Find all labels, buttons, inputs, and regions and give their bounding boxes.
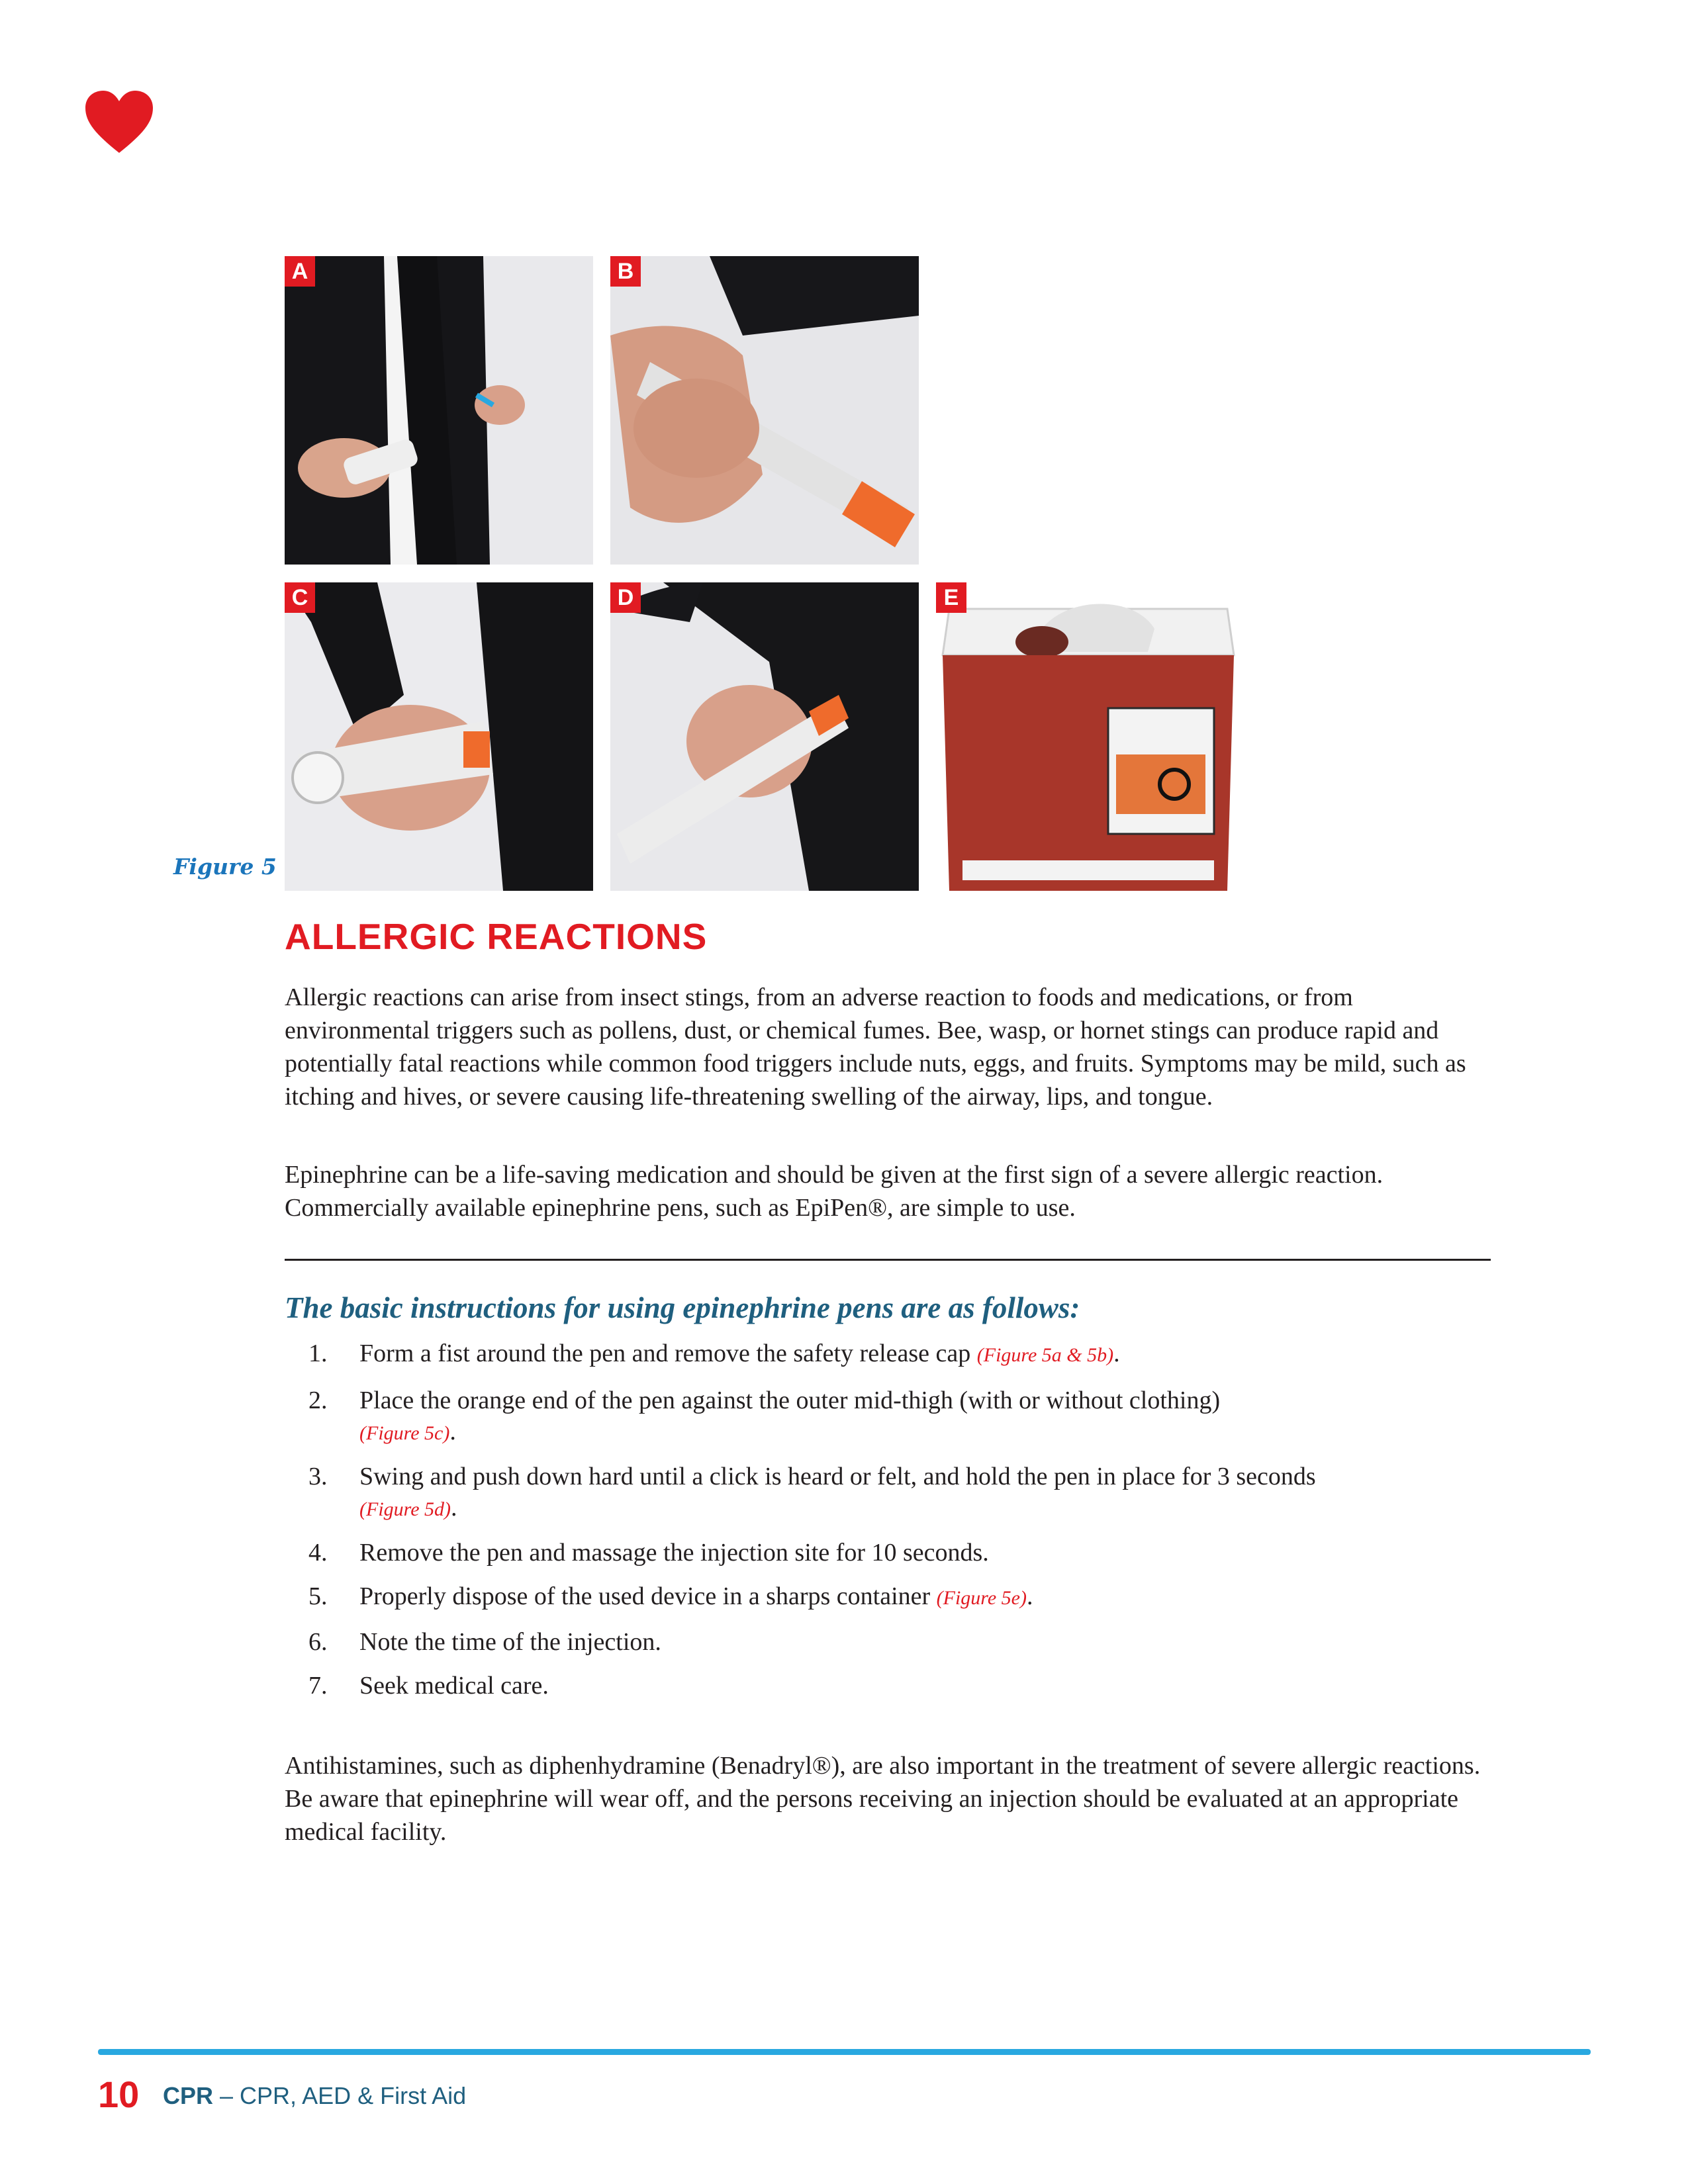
instructions-list bbox=[285, 1337, 1496, 1702]
step-number: 5. bbox=[308, 1582, 328, 1610]
list-item bbox=[285, 1460, 1496, 1524]
panel-label: C bbox=[285, 582, 315, 613]
step-end: . bbox=[1027, 1582, 1033, 1610]
step-number: 2. bbox=[308, 1387, 328, 1414]
step-text: Form a fist around the pen and remove the safety release cap bbox=[359, 1340, 977, 1367]
step-number: 3. bbox=[308, 1463, 328, 1490]
footer-subtitle: – CPR, AED & First Aid bbox=[213, 2082, 467, 2109]
heart-logo-icon bbox=[83, 89, 156, 156]
step-text: Place the orange end of the pen against the outer mid-thigh (with or without clothing) bbox=[359, 1387, 1221, 1414]
section-title: ALLERGIC REACTIONS bbox=[285, 916, 708, 957]
panel-label: D bbox=[610, 582, 641, 613]
list-item bbox=[285, 1384, 1496, 1448]
footer-title bbox=[163, 2082, 466, 2110]
step-number: 6. bbox=[308, 1628, 328, 1656]
intro-paragraph: Allergic reactions can arise from insect stings, from an adverse reaction to foods and medications, or from environmental triggers such as pollens, dust, or chemical fumes. Bee, wasp, or hornet stings can produce rapid and potentially fatal reactions while common food triggers include nuts, eggs, and fruits. Symptoms may be mild, such as itching and hives, or severe causing life-threatening swelling of the airway, lips, and tongue. bbox=[285, 983, 1466, 1111]
figure-panel-d bbox=[610, 582, 919, 891]
panel-label: A bbox=[285, 256, 315, 287]
step-text: Swing and push down hard until a click is heard or felt, and hold the pen in place for 3 seconds bbox=[359, 1463, 1316, 1490]
list-item bbox=[285, 1536, 1496, 1569]
figure-reference: (Figure 5a & 5b) bbox=[976, 1344, 1114, 1366]
step-number: 4. bbox=[308, 1539, 328, 1567]
photo-remove-cap-icon bbox=[285, 256, 593, 565]
closing-paragraph: Antihistamines, such as diphenhydramine (Benadryl®), are also important in the treatment of severe allergic reactions. Be aware that epinephrine will wear off, and the persons receiving an injection should be evaluated at an appropriate medical facility. bbox=[285, 1752, 1481, 1846]
step-number: 7. bbox=[308, 1672, 328, 1700]
photo-push-hold-icon bbox=[610, 582, 919, 891]
step-end: . bbox=[449, 1418, 456, 1445]
panel-label: E bbox=[936, 582, 966, 613]
list-item bbox=[285, 1337, 1496, 1372]
figure-reference: (Figure 5e) bbox=[936, 1587, 1027, 1609]
photo-sharps-container-icon bbox=[936, 582, 1244, 891]
step-text: Remove the pen and massage the injection site for 10 seconds. bbox=[359, 1539, 989, 1567]
photo-pen-thigh-icon bbox=[285, 582, 593, 891]
page-number: 10 bbox=[98, 2073, 140, 2115]
figure-panel-a bbox=[285, 256, 593, 565]
list-item bbox=[285, 1625, 1496, 1659]
divider bbox=[285, 1259, 1491, 1261]
figure-reference: (Figure 5d) bbox=[359, 1498, 451, 1520]
list-item bbox=[285, 1580, 1496, 1615]
step-text: Seek medical care. bbox=[359, 1672, 549, 1700]
step-text: Properly dispose of the used device in a sharps container bbox=[359, 1582, 937, 1610]
photo-fist-pen-icon bbox=[610, 256, 919, 565]
footer-rule bbox=[98, 2049, 1591, 2055]
step-end: . bbox=[1113, 1340, 1120, 1367]
figure-panel-e bbox=[936, 582, 1244, 891]
figure-panel-b bbox=[610, 256, 919, 565]
panel-label: B bbox=[610, 256, 641, 287]
figure-caption: Figure 5 bbox=[173, 854, 277, 880]
figure-reference: (Figure 5c) bbox=[359, 1422, 450, 1444]
figure-panel-c bbox=[285, 582, 593, 891]
step-end: . bbox=[451, 1494, 457, 1522]
step-number: 1. bbox=[308, 1340, 328, 1367]
epinephrine-paragraph: Epinephrine can be a life-saving medication and should be given at the first sign of a severe allergic reaction. Commercially available epinephrine pens, such as EpiPen®, are simple to use. bbox=[285, 1161, 1383, 1222]
step-text: Note the time of the injection. bbox=[359, 1628, 661, 1656]
instructions-heading: The basic instructions for using epinephrine pens are as follows: bbox=[285, 1291, 1080, 1324]
list-item bbox=[285, 1669, 1496, 1702]
footer-brand: CPR bbox=[163, 2082, 214, 2109]
